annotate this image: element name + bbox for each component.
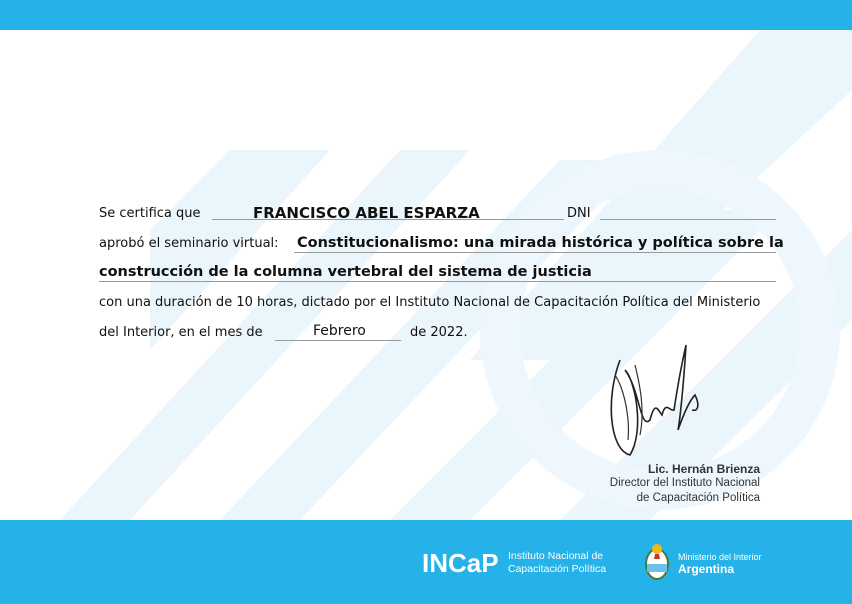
- incap-line-2: Capacitación Política: [508, 563, 607, 575]
- month-value: Febrero: [313, 323, 366, 339]
- course-underline-1: [294, 252, 776, 253]
- duration-text: con una duración de 10 horas, dictado por el Instituto Nacional de Capacitación Política del Ministerio: [99, 295, 761, 310]
- incap-name: [508, 550, 606, 576]
- signer-role-1: Director del Instituto Nacional: [609, 477, 760, 489]
- dni-field: [600, 219, 776, 220]
- coat-of-arms-icon: [643, 541, 671, 583]
- month-underline: [275, 340, 401, 341]
- top-bar: [0, 0, 852, 30]
- signer-role-2: de Capacitación Política: [636, 492, 760, 504]
- course-title-2: construcción de la columna vertebral del sistema de justicia: [99, 264, 592, 280]
- incap-line-1: Instituto Nacional de: [508, 550, 604, 562]
- ministry-line-1: Ministerio del Interior: [678, 552, 762, 562]
- course-underline-2: [99, 281, 776, 282]
- month-label: del Interior, en el mes de: [99, 325, 263, 340]
- recipient-name: FRANCISCO ABEL ESPARZA: [253, 204, 480, 222]
- year-text: de 2022.: [410, 325, 468, 340]
- ministry-line-2: Argentina: [678, 562, 735, 576]
- dni-label: DNI: [567, 206, 591, 221]
- incap-logo: INCaP: [422, 548, 499, 578]
- signature-image: [600, 340, 710, 460]
- signer-name: Lic. Hernán Brienza: [647, 462, 760, 476]
- ministry-logo: [678, 552, 762, 576]
- approved-label: aprobó el seminario virtual:: [99, 236, 279, 251]
- course-title-1: Constitucionalismo: una mirada histórica y política sobre la: [297, 235, 784, 251]
- certify-label: Se certifica que: [99, 206, 201, 221]
